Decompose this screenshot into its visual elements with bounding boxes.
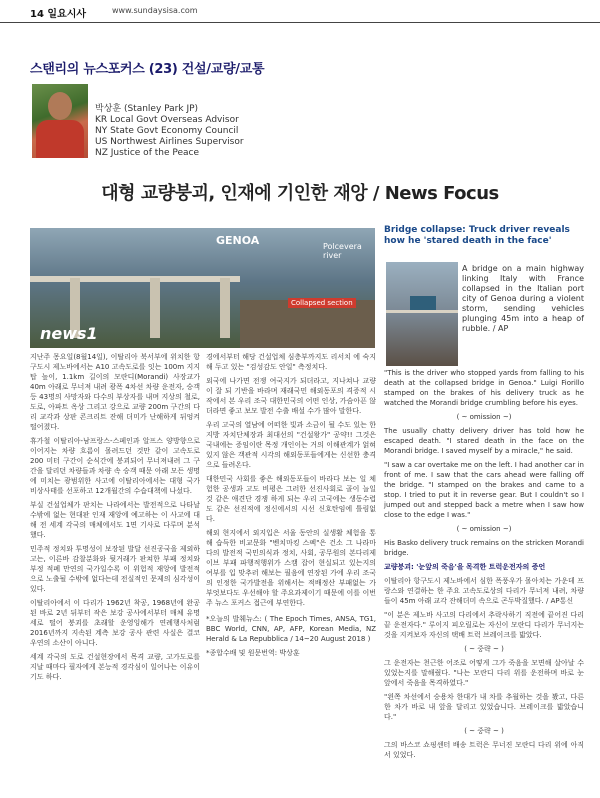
bio-line: NZ Justice of the Peace	[95, 148, 199, 158]
paragraph: 부실 건설업체가 판치는 나라에서는 발전적으로 나타날 수밖에 없는 현대판 인재 재앙에 예고하는 이 사고에 대해 전 세계 각국의 매체에서도 1면 기사로 다루며 분석했다.	[30, 501, 200, 539]
paragraph: 지난주 몽요일(8월14일), 이탈리아 북서부에 위치한 항구도시 제노바에서는 A10 고속도로를 잇는 100m 지지탑 높이, 1.1km 길이의 모란디(Morandi) 사장교가 40m 아래로 무너져 내려 광폭 4차선 차량 운전자, 승객 등 43명의 사망자와 다수의 부상자를 내며 지상의 철로, 도로, 아파트 옥상 그리고 강으로 교량 200m 구간의 다리 교각과 상판 콘크리트 잔해 더미가 난해하게 뒤엉켜 떨어졌다.	[30, 353, 200, 431]
bio-line: KR Local Govt Overseas Advisor	[95, 115, 239, 125]
bio-line: NY State Govt Economy Council	[95, 126, 239, 136]
paragraph: "이 분은 제노바 사고의 다리에서 추락사하기 직전에 끝어진 다리 끝 운전자다." 루이지 피오릴로는 자신이 모란디 다리가 무너지는 것을 지켜보자 자신의 택배 트럭 브레이크를 밟았다.	[384, 611, 584, 639]
korean-column-1	[30, 352, 200, 686]
paragraph: 세계 각국의 도로 건설현장에서 목격 교량, 고가도로를 지날 때마다 필자에게 본능적 경각심이 일어나는 이유이기도 하다.	[30, 653, 200, 681]
page-header	[0, 0, 600, 23]
paragraph: 경에서부터 해당 건설업체 심층부까지도 리서치 에 숙지해 두고 있는 "검성감도 안일" 측정치다.	[206, 353, 376, 371]
paragraph: 그 운전자는 천근한 어조로 어떻게 그가 죽음을 모면해 살아날 수 있었는지를 말해줬다. "나는 모란디 다리 위를 운전하며 바로 눈 앞에서 죽음을 목격하였다."	[384, 659, 584, 687]
paragraph: 외국에 나가면 전쟁 여국지가 되더라고, 지나쳐나 교량이 잘 되 기반을 바라며 재래국민 해외동포의 격증적 시작에서 본 우리 조국 대한민국의 어떤 인상, 가슴아픈 않더라면 좋고 보모 발전 수출 배설 수가 많아 말한다.	[206, 377, 376, 415]
site-url: www.sundaysisa.com	[112, 6, 198, 15]
paragraph: His Basko delivery truck remains on the stricken Morandi bridge.	[384, 539, 584, 557]
paragraph: "왼쪽 차선에서 승용차 한대가 내 차를 추월하는 것을 봤고, 다른 한 차가 바로 내 앞을 달리고 있었습니다. 브레이크를 밟았습니다."	[384, 693, 584, 721]
bio-line: US Northwest Airlines Supervisor	[95, 137, 244, 147]
paragraph: 휴가철 이탈리아-남프랑스-스페인과 알프스 양방향으로 이어지는 차량 흐름이 몰려드던 것만 같이 고속도로 200 미터 구간이 순식간에 붕괴되어 무너져내려 그 구간을 달리던 차량들과 차량 속 승객 때문 아래 모든 생명에 미치는 광범위한 사고에 이탈리아에서는 대형 국가 비상사태를 선포하고 12개월간의 수습대책에 나섰다.	[30, 437, 200, 495]
paragraph: ( ~ 중략 ~ )	[464, 645, 504, 653]
photo-caption: A bridge on a main highway linking Italy with France collapsed in the Italian port city of Genoa during a violent storm, sending vehicles plunging 45m into a heap of rubble. / AP	[462, 264, 584, 333]
paragraph: 해외 현지에서 외지입은 서울 동안의 실생활 체험을 통해 습득한 비교문화 "벤치마킹 스펙"은 건소 그 나라마다의 발전적 국민의식과 정치, 사회, 공무원의 본다리제이브 부패 파행적행위가 스캠 잡어 현실되고 있는지의 여부를 입 맞추러 해보는 필음에 연장된 가에 우리 조국의 인정한 국가발전을 위해서는 적배정산 부패없는 가 부엇보다도 우선해야 할 주요과제이기 때문에 이를 이번주 뉴스 포커스 접근에 부연한다.	[206, 529, 376, 607]
section-title: 스탠리의 뉴스포커스 (23) 건설/교량/교통	[30, 62, 265, 77]
paragraph: "This is the driver who stopped yards from falling to his death at the collapsed bridge in Genoa." Luigi Fiorillo stamped on the brakes of his delivery truck as he watched the Morandi bridge crumbling before his eyes.	[384, 369, 584, 407]
writer-note: *종합수배 및 원문번역: 박상훈	[206, 649, 300, 657]
genoa-label: GENOA	[216, 234, 260, 247]
bio-line: 박상훈 (Stanley Park JP)	[95, 104, 199, 114]
korean-subhead: 교량붕괴: '눈앞의 죽음'을 목격한 트럭운전자의 증언	[384, 563, 546, 571]
paragraph: 민주적 정치와 투명성이 보장된 발달 선진공국을 제외하고는, 이른바 감찰분화와 뒷거래가 판쳐한 부패 정치와 부정 적폐 만연의 국가일수록 이 위험적 재앙에 발전적으로 노출될 수밖에 없다는데 전실적인 문제의 심각성이 있다.	[30, 545, 200, 593]
paragraph: 그의 바스코 쇼핑센터 배송 트럭은 무너진 모란디 다리 위에 아직 서 있었다.	[384, 741, 584, 759]
paragraph: 우리 고국의 열남에 어떠한 빛과 소금이 될 수도 있는 한 지방 자치단체장과 최대선의 "건설왕가" 공약!! 그것은 국내에는 증임이란 목정 개인이는 거의 이해관계가 얽혀있지 않은 객관적 시각의 해외동포들에게는 신선한 충격으로 들려온다.	[206, 421, 376, 469]
paragraph: ( ~ 중략 ~ )	[464, 727, 504, 735]
news1-logo: news1	[40, 324, 98, 343]
english-column	[384, 256, 584, 764]
paragraph: 대한민국 사회를 좋은 해외동포들이 바라다 보는 일 체험한 공생과 고도 비평은 그러한 선진사회로 골이 늘일 것 같은 애견단 경쟁 하게 되는 우리 고국에는 생동수렵도 같은 선진적에 정신에서의 시선 신호탄임에 틀림없다.	[206, 475, 376, 523]
collapsed-label: Collapsed section	[288, 298, 356, 308]
english-headline: Bridge collapse: Truck driver reveals how he 'stared death in the face'	[384, 225, 570, 246]
source-note: *오늘의 발췌뉴스: ( The Epoch Times, ANSA, TG1, BBC World, CNN, AP, AFP, Korean Media, NZ Herald & La Repubblica / 14~20 August 2018 )	[206, 615, 376, 643]
river-label: Polcevera river	[323, 242, 362, 260]
author-bio	[95, 104, 244, 159]
korean-column-2	[206, 352, 376, 662]
paragraph: 이탈리아 항구도시 제노바에서 심한 폭풍우가 몰아치는 가운데 프랑스와 연결하는 한 주요 고속도로상의 다리가 무너져 내려, 차량들이 45m 아래 교각 잔해더미 속으로 곤두박질했다. / AP통신	[384, 577, 584, 605]
page-headline: 대형 교량붕괴, 인재에 기인한 재앙 / News Focus	[101, 183, 499, 204]
bridge-collapse-photo	[30, 228, 375, 348]
paragraph: The usually chatty delivery driver has told how he escaped death. "I stared death in the face on the Morandi bridge. I saved myself by a miracle," he said.	[384, 427, 584, 455]
author-photo	[32, 84, 88, 158]
paragraph: 이탈리아에서 이 다리가 1962년 착공, 1968년에 완공된 바로 2년 뒤부터 작은 보강 공사에서부터 매체 유명세로 떨어 붕괴를 초래할 운영잉해가 연례행사처럼 2016년까지 지속된 계측 보강 공사 관련 사실은 결코 우연의 소산이 아니다.	[30, 599, 200, 647]
page-number: 14 일요시사	[30, 9, 87, 20]
paragraph: ( ~ omission ~)	[456, 525, 512, 533]
paragraph: ( ~ omission ~)	[456, 413, 512, 421]
paragraph: "I saw a car overtake me on the left. I had another car in front of me. I saw that the cars ahead were falling off the bridge. "I stamped on the brakes and came to a stop. I tried to put it in reverse gear. But I couldn't so I jumped out and stepped back a metre when I saw how close to the edge I was."	[384, 461, 584, 519]
